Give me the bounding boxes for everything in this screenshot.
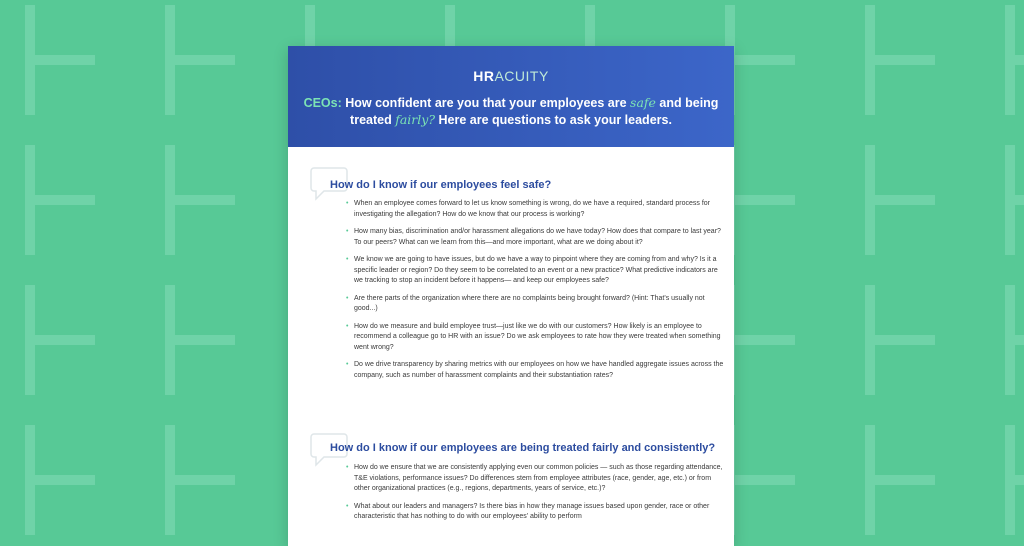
hr-acuity-logo: [288, 69, 734, 83]
bg-cross-horizontal: [35, 335, 95, 345]
bg-cross-horizontal: [1015, 335, 1024, 345]
section-title-safe: How do I know if our employees feel safe?: [330, 179, 552, 191]
bg-cross-horizontal: [35, 55, 95, 65]
bg-cross-horizontal: [175, 475, 235, 485]
bg-cross-horizontal: [875, 475, 935, 485]
bg-cross-horizontal: [735, 55, 795, 65]
list-item: [346, 360, 724, 381]
headline-fairly: fairly?: [395, 111, 436, 127]
question-text: How do we ensure that we are consistently applying even our common policies — such as those regarding attendance, T&E violations, performance issues? Do differences stem from employee attributes (race, gender, age, etc.) or from other organizational practices (e.g., regions, departments, years of service, etc.)?: [354, 464, 723, 492]
document-page: [288, 46, 734, 546]
list-item: [346, 322, 724, 354]
headline: [302, 95, 720, 128]
bg-cross-vertical: [165, 5, 175, 115]
list-item: [346, 294, 724, 315]
list-item: [346, 199, 724, 220]
bg-cross-horizontal: [875, 195, 935, 205]
bg-cross-vertical: [1005, 285, 1015, 395]
bg-cross-horizontal: [175, 55, 235, 65]
headline-safe: safe: [630, 95, 656, 110]
document-header: [288, 46, 734, 147]
bullet-dot-icon: •: [346, 256, 349, 263]
list-item: [346, 255, 724, 287]
question-text: Do we drive transparency by sharing metrics with our employees on how we have handled aggregate issues across the company, such as number of harassment complaints and their substantiation rates?: [354, 361, 724, 379]
bg-cross-vertical: [865, 285, 875, 395]
question-text: How many bias, discrimination and/or harassment allegations do we have today? How does that compare to last year? To our peers? What can we learn from this—and more important, what are we doing about it?: [354, 228, 721, 246]
bg-cross-horizontal: [875, 55, 935, 65]
bg-cross-vertical: [865, 425, 875, 535]
question-text: How do we measure and build employee trust—just like we do with our customers? How likely is an employee to recommend a colleague go to HR with an issue? Do we ask employees to rate how they were treated when something went wrong?: [354, 322, 721, 351]
bullet-dot-icon: •: [346, 322, 349, 330]
question-list-safe: [346, 199, 724, 388]
bg-cross-horizontal: [735, 195, 795, 205]
question-text: We know we are going to have issues, but do we have a way to pinpoint where they are coming from and why? Is it a specific leader or region? Do they seem to be correlated to an event or a new practice? What predictive indicators are we tracking to stop an incident before it happens— and keep our employees safe?: [354, 256, 718, 284]
bg-cross-vertical: [25, 145, 35, 255]
bg-cross-vertical: [1005, 425, 1015, 535]
bg-cross-horizontal: [1015, 55, 1024, 65]
list-item: [346, 502, 724, 523]
bg-cross-horizontal: [175, 195, 235, 205]
logo-acuity: ACUITY: [494, 68, 549, 84]
list-item: [346, 227, 724, 248]
list-item: [346, 463, 724, 495]
question-text: When an employee comes forward to let us know something is wrong, do we have a required, standard process for investigating the allegation? How do we know that our process is working?: [354, 200, 711, 218]
headline-part2: and being treated: [350, 96, 719, 127]
bg-cross-horizontal: [875, 335, 935, 345]
bullet-dot-icon: •: [346, 294, 349, 302]
bg-cross-horizontal: [1015, 195, 1024, 205]
bg-cross-horizontal: [1015, 475, 1024, 485]
bg-cross-vertical: [1005, 145, 1015, 255]
bg-cross-horizontal: [35, 195, 95, 205]
section-title-fair: How do I know if our employees are being treated fairly and consistently?: [330, 442, 716, 454]
bullet-dot-icon: •: [346, 361, 349, 368]
bg-cross-horizontal: [735, 475, 795, 485]
bullet-dot-icon: •: [346, 502, 349, 510]
question-list-fair: [346, 463, 724, 530]
bg-cross-vertical: [165, 285, 175, 395]
bg-cross-vertical: [25, 285, 35, 395]
bg-cross-vertical: [1005, 5, 1015, 115]
logo-hr: HR: [473, 68, 495, 84]
bg-cross-horizontal: [735, 335, 795, 345]
bg-cross-vertical: [25, 5, 35, 115]
headline-part3: Here are questions to ask your leaders.: [435, 112, 672, 127]
question-text: Are there parts of the organization where there are no complaints being brought forward? (Hint: That's usually not good...): [354, 294, 705, 312]
bullet-dot-icon: •: [346, 228, 349, 235]
bg-cross-vertical: [165, 425, 175, 535]
question-text: What about our leaders and managers? Is there bias in how they manage issues based upon gender, race or other characteristic that has nothing to do with our employees' ability to perform: [354, 502, 710, 520]
bg-cross-vertical: [165, 145, 175, 255]
headline-part1: How confident are you that your employees are: [341, 96, 631, 110]
bullet-dot-icon: •: [346, 200, 349, 207]
bg-cross-horizontal: [35, 475, 95, 485]
bullet-dot-icon: •: [346, 464, 349, 471]
bg-cross-vertical: [865, 145, 875, 255]
headline-lead: CEOs:: [303, 96, 342, 110]
bg-cross-vertical: [865, 5, 875, 115]
bg-cross-horizontal: [175, 335, 235, 345]
bg-cross-vertical: [25, 425, 35, 535]
